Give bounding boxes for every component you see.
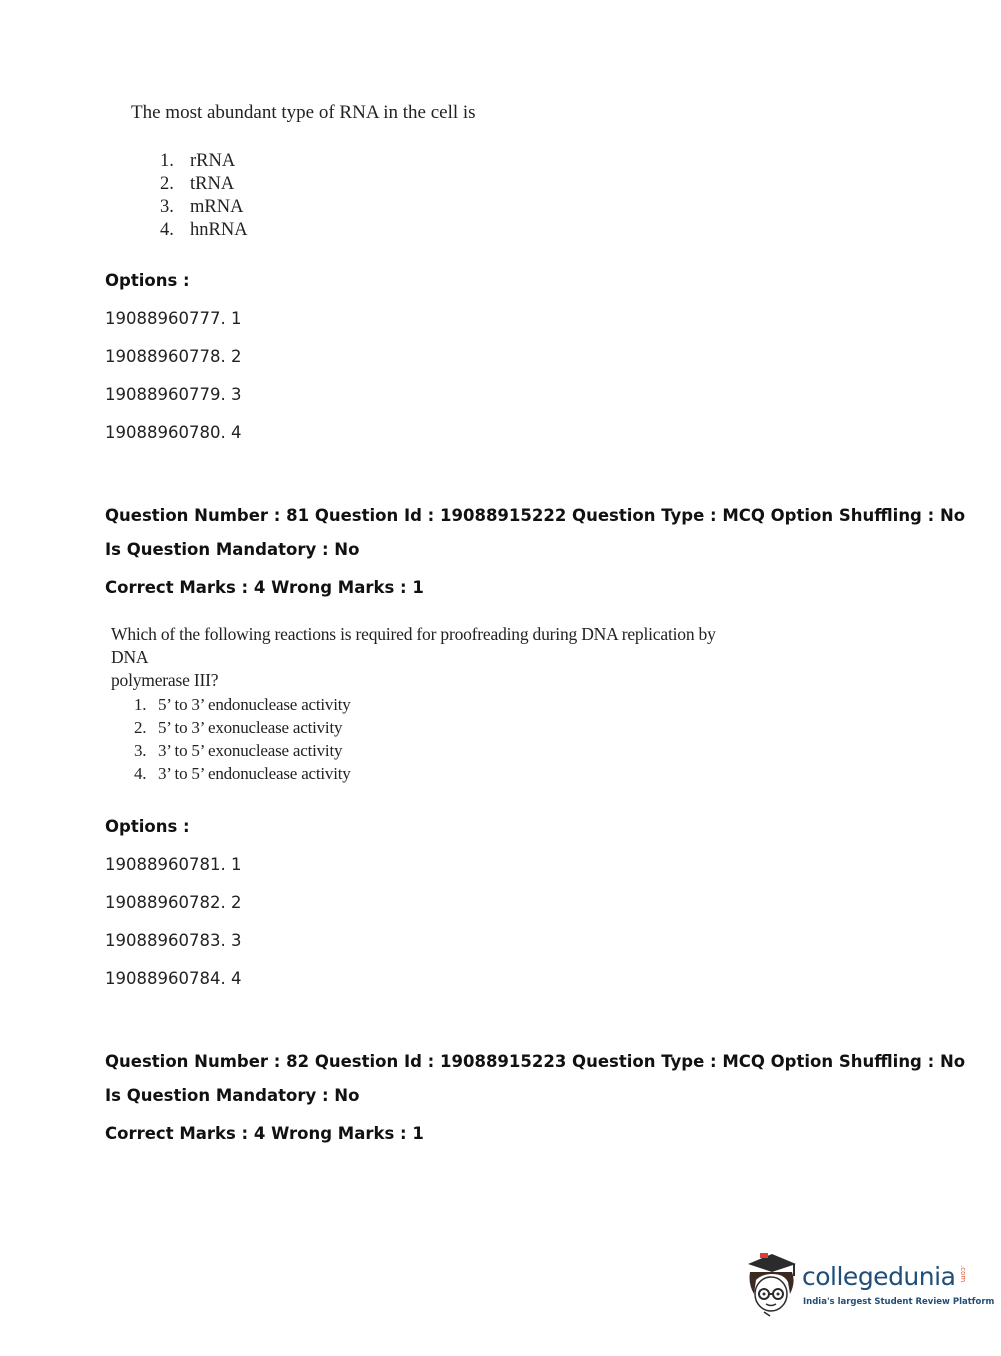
brand-name: collegedunia: [802, 1262, 956, 1291]
stem-line: polymerase III?: [111, 670, 219, 690]
option-item: 19088960779. 3: [105, 385, 242, 404]
choice-item: 4. 3’ to 5’ endonuclease activity: [134, 764, 351, 783]
question-82-header: Question Number : 82 Question Id : 19088915223 Question Type : MCQ Option Shuffling : No: [105, 1052, 966, 1071]
question-81-marks: Correct Marks : 4 Wrong Marks : 1: [105, 578, 424, 597]
question-81-choices: [134, 693, 351, 785]
mascot-icon: [742, 1250, 800, 1320]
question-80-choices: [160, 150, 248, 242]
choice-item: 2. tRNA: [160, 174, 235, 194]
question-80-stem: The most abundant type of RNA in the cell is: [131, 102, 476, 123]
choice-item: 4. hnRNA: [160, 220, 248, 240]
choice-item: 2. 5’ to 3’ exonuclease activity: [134, 718, 343, 737]
option-item: 19088960782. 2: [105, 893, 242, 912]
option-item: 19088960783. 3: [105, 931, 242, 950]
brand-suffix: .com: [959, 1265, 967, 1283]
option-item: 19088960780. 4: [105, 423, 242, 442]
stem-line: Which of the following reactions is required for proofreading during DNA replication by DNA: [111, 624, 716, 667]
choice-item: 1. rRNA: [160, 151, 236, 171]
choice-item: 1. 5’ to 3’ endonuclease activity: [134, 695, 351, 714]
option-item: 19088960784. 4: [105, 969, 242, 988]
options-label: Options :: [105, 271, 190, 290]
question-81-header: Question Number : 81 Question Id : 19088915222 Question Type : MCQ Option Shuffling : No: [105, 506, 966, 525]
brand-tagline: India's largest Student Review Platform: [803, 1297, 995, 1307]
question-81-stem: [111, 623, 751, 692]
option-item: 19088960781. 1: [105, 855, 242, 874]
option-item: 19088960778. 2: [105, 347, 242, 366]
question-81-mandatory: Is Question Mandatory : No: [105, 540, 360, 559]
options-label: Options :: [105, 817, 190, 836]
choice-item: 3. 3’ to 5’ exonuclease activity: [134, 741, 343, 760]
collegedunia-logo: [742, 1250, 995, 1320]
option-item: 19088960777. 1: [105, 309, 242, 328]
choice-item: 3. mRNA: [160, 197, 244, 217]
question-82-marks: Correct Marks : 4 Wrong Marks : 1: [105, 1124, 424, 1143]
question-82-mandatory: Is Question Mandatory : No: [105, 1086, 360, 1105]
